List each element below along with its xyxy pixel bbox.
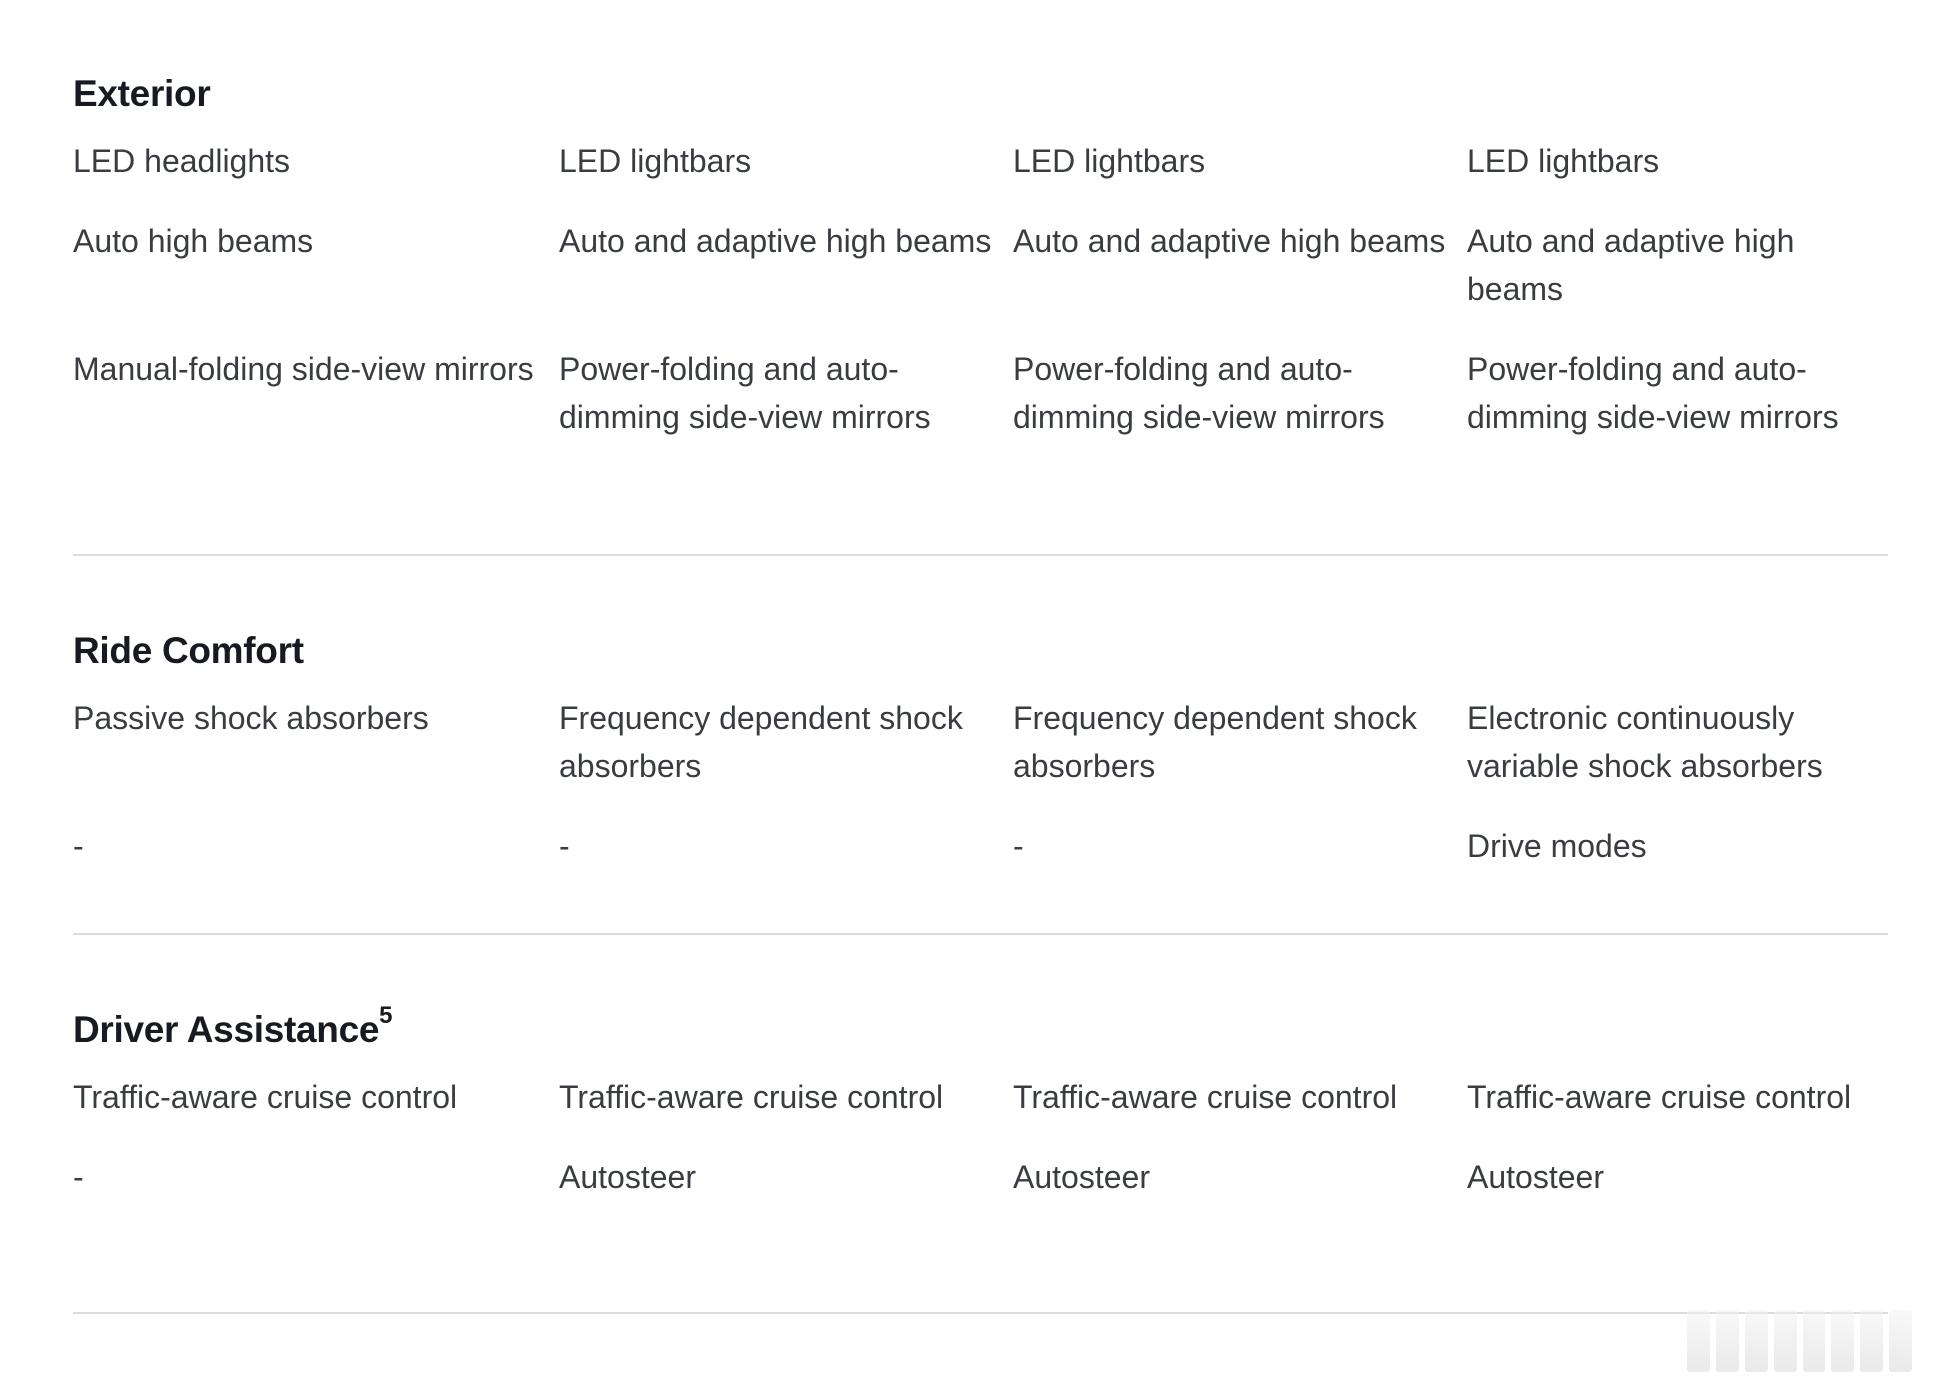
section-divider [73, 1312, 1888, 1314]
spec-cell: Traffic-aware cruise control [559, 1079, 944, 1115]
spec-row [73, 217, 1888, 313]
spec-rows [73, 1073, 1888, 1201]
spec-cell: Passive shock absorbers [73, 700, 429, 736]
spec-cell: - [73, 1159, 84, 1195]
spec-cell: Drive modes [1467, 828, 1647, 864]
spec-cell: - [559, 828, 570, 864]
scroll-indicator-bar [1774, 1310, 1797, 1372]
spec-cell: Auto and adaptive high beams [1013, 223, 1446, 259]
section-divider [73, 554, 1888, 556]
spec-cell: Frequency dependent shock absorbers [559, 700, 963, 784]
spec-cell: Power-folding and auto-dimming side-view mirrors [1013, 351, 1385, 435]
spec-cell: LED lightbars [1013, 143, 1206, 179]
footnote-marker[interactable]: 5 [379, 1001, 393, 1029]
spec-cell: Electronic continuously variable shock absorbers [1467, 700, 1823, 784]
spec-cell: Traffic-aware cruise control [73, 1079, 458, 1115]
spec-cell: LED lightbars [1467, 143, 1660, 179]
section-title-ride-comfort: Ride Comfort [73, 630, 304, 671]
spec-rows [73, 137, 1888, 441]
scroll-indicator-bar [1745, 1310, 1768, 1372]
spec-cell: - [73, 828, 84, 864]
scroll-indicator[interactable] [1687, 1310, 1912, 1372]
spec-row [73, 694, 1888, 790]
scroll-indicator-bar [1860, 1310, 1883, 1372]
section-driver-assistance [73, 1001, 1888, 1201]
spec-row [73, 137, 1888, 185]
section-divider [73, 933, 1888, 935]
scroll-indicator-bar [1889, 1310, 1912, 1372]
spec-cell: Autosteer [1013, 1159, 1150, 1195]
section-title-exterior: Exterior [73, 73, 211, 114]
scroll-indicator-bar [1831, 1310, 1854, 1372]
spec-cell: - [1013, 828, 1024, 864]
spec-cell: Auto high beams [73, 223, 314, 259]
spec-row [73, 1073, 1888, 1121]
section-exterior [73, 69, 1888, 441]
spec-cell: LED lightbars [559, 143, 752, 179]
scroll-indicator-bar [1716, 1310, 1739, 1372]
spec-row [73, 1153, 1888, 1201]
spec-cell: LED headlights [73, 143, 291, 179]
scroll-indicator-bar [1687, 1310, 1710, 1372]
spec-row [73, 822, 1888, 870]
spec-cell: Auto and adaptive high beams [1467, 223, 1795, 307]
spec-cell: Manual-folding side-view mirrors [73, 351, 534, 387]
spec-cell: Autosteer [559, 1159, 696, 1195]
spec-cell: Frequency dependent shock absorbers [1013, 700, 1417, 784]
scroll-indicator-bar [1803, 1310, 1826, 1372]
spec-cell: Power-folding and auto-dimming side-view mirrors [1467, 351, 1839, 435]
spec-cell: Autosteer [1467, 1159, 1604, 1195]
spec-cell: Auto and adaptive high beams [559, 223, 992, 259]
spec-row [73, 345, 1888, 441]
spec-cell: Traffic-aware cruise control [1467, 1079, 1852, 1115]
section-title-driver-assistance: Driver Assistance$^5$ [73, 1001, 393, 1050]
section-ride-comfort [73, 626, 1888, 870]
spec-rows [73, 694, 1888, 870]
spec-cell: Power-folding and auto-dimming side-view mirrors [559, 351, 931, 435]
spec-cell: Traffic-aware cruise control [1013, 1079, 1398, 1115]
